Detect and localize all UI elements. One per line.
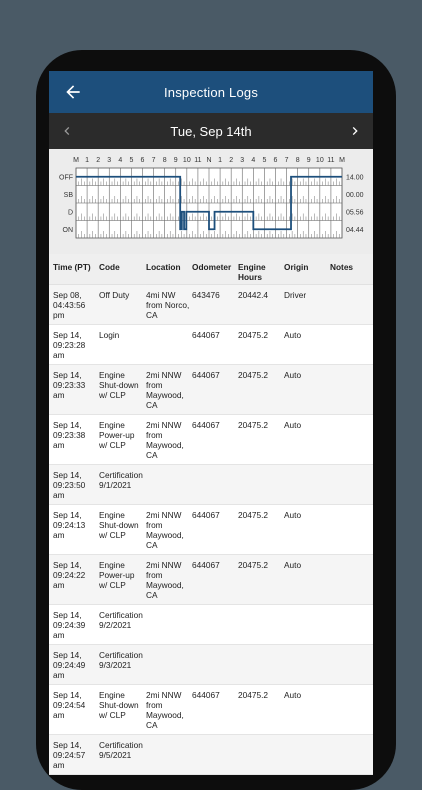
hour-label: 11	[327, 157, 335, 164]
table-row[interactable]	[49, 415, 373, 465]
cell-time: Sep 14, 09:23:50 am	[53, 470, 86, 500]
table-row[interactable]	[49, 465, 373, 505]
cell-code: Certification 9/2/2021	[99, 610, 143, 630]
cell-engine-hours: 20475.2	[238, 690, 268, 700]
cell-time: Sep 14, 09:24:57 am	[53, 740, 86, 770]
cell-notes	[330, 510, 370, 550]
cell-origin: Auto	[284, 420, 302, 430]
app-bar	[49, 71, 373, 113]
cell-time: Sep 14, 09:24:39 am	[53, 610, 86, 640]
cell-notes	[330, 470, 370, 500]
hour-label: 1	[85, 157, 90, 164]
hour-label: 11	[194, 157, 202, 164]
cell-code: Login	[99, 330, 120, 340]
cell-code: Engine Shut-down w/ CLP	[99, 510, 139, 540]
cell-odometer: 644067	[192, 330, 220, 340]
cell-time: Sep 14, 09:23:33 am	[53, 370, 86, 400]
cell-location	[146, 330, 192, 360]
cell-odometer: 644067	[192, 370, 220, 380]
cell-origin: Auto	[284, 560, 302, 570]
cell-engine-hours	[238, 740, 284, 770]
hour-label: 10	[182, 157, 191, 164]
cell-location: 2mi NNW from Maywood, CA	[146, 510, 184, 550]
selected-date: Tue, Sep 14th	[170, 123, 252, 139]
cell-notes	[330, 560, 370, 600]
cell-engine-hours: 20475.2	[238, 420, 268, 430]
hour-label: 6	[273, 157, 278, 164]
cell-location: 2mi NNW from Maywood, CA	[146, 420, 184, 460]
cell-time: Sep 14, 09:24:49 am	[53, 650, 86, 680]
hour-label: 2	[229, 157, 234, 164]
cell-time: Sep 14, 09:24:22 am	[53, 560, 86, 590]
cell-odometer: 644067	[192, 690, 220, 700]
table-row[interactable]	[49, 685, 373, 735]
header-engine-hours: Engine Hours	[238, 262, 266, 282]
cell-odometer: 644067	[192, 420, 220, 430]
status-total: 00.00	[346, 191, 364, 199]
table-row[interactable]	[49, 555, 373, 605]
cell-engine-hours: 20475.2	[238, 560, 268, 570]
status-total: 14.00	[346, 174, 364, 182]
cell-code: Engine Power-up w/ CLP	[99, 420, 135, 450]
hour-label: 10	[315, 157, 324, 164]
header-time: Time (PT)	[53, 262, 91, 272]
cell-location: 2mi NNW from Maywood, CA	[146, 560, 184, 600]
status-total: 05.56	[346, 209, 364, 217]
cell-notes	[330, 610, 370, 640]
cell-odometer: 644067	[192, 510, 220, 520]
cell-location	[146, 650, 192, 680]
cell-engine-hours: 20442.4	[238, 290, 268, 300]
hour-label: 5	[129, 157, 134, 164]
cell-engine-hours: 20475.2	[238, 510, 268, 520]
cell-engine-hours	[238, 470, 284, 500]
date-navigation-bar	[49, 113, 373, 149]
cell-origin	[284, 650, 330, 680]
header-location: Location	[146, 262, 181, 272]
cell-notes	[330, 650, 370, 680]
cell-time: Sep 14, 09:23:38 am	[53, 420, 86, 450]
cell-origin: Auto	[284, 690, 302, 700]
cell-odometer	[192, 470, 238, 500]
table-row[interactable]	[49, 735, 373, 775]
hour-label: 4	[251, 157, 256, 164]
table-row[interactable]	[49, 605, 373, 645]
hour-label: M	[73, 157, 79, 164]
cell-origin	[284, 740, 330, 770]
table-row[interactable]	[49, 505, 373, 555]
cell-location: 4mi NW from Norco, CA	[146, 290, 190, 320]
chevron-left-icon[interactable]	[59, 123, 75, 139]
hour-label: N	[206, 157, 212, 164]
header-code: Code	[99, 262, 120, 272]
cell-origin: Driver	[284, 290, 307, 300]
hour-label: 3	[240, 157, 245, 164]
duty-graph-svg	[49, 149, 373, 254]
hour-label: 7	[284, 157, 289, 164]
page-title: Inspection Logs	[163, 84, 259, 100]
cell-notes	[330, 740, 370, 770]
status-label: OFF	[59, 174, 73, 182]
cell-odometer	[192, 610, 238, 640]
cell-time: Sep 14, 09:24:13 am	[53, 510, 86, 540]
cell-code: Certification 9/1/2021	[99, 470, 143, 490]
table-row[interactable]	[49, 645, 373, 685]
cell-location	[146, 740, 192, 770]
cell-notes	[330, 690, 370, 730]
cell-location	[146, 470, 192, 500]
cell-odometer: 644067	[192, 560, 220, 570]
cell-location: 2mi NNW from Maywood, CA	[146, 370, 184, 410]
cell-engine-hours: 20475.2	[238, 330, 268, 340]
table-row[interactable]	[49, 365, 373, 415]
chevron-right-icon[interactable]	[347, 123, 363, 139]
hour-label: 4	[118, 157, 123, 164]
cell-odometer	[192, 740, 238, 770]
cell-time: Sep 14, 09:23:28 am	[53, 330, 86, 360]
hour-label: 6	[140, 157, 145, 164]
cell-location: 2mi NNW from Maywood, CA	[146, 690, 184, 730]
hour-label: M	[339, 157, 345, 164]
cell-odometer	[192, 650, 238, 680]
hour-label: 9	[306, 157, 311, 164]
cell-code: Certification 9/3/2021	[99, 650, 143, 670]
cell-origin	[284, 610, 330, 640]
duty-status-graph	[49, 149, 373, 254]
header-notes: Notes	[330, 262, 354, 272]
header-odometer: Odometer	[192, 262, 232, 272]
table-row[interactable]	[49, 325, 373, 365]
status-label: SB	[63, 191, 73, 199]
hour-label: 1	[218, 157, 223, 164]
cell-notes	[330, 290, 370, 320]
status-label: ON	[62, 226, 73, 234]
cell-notes	[330, 420, 370, 460]
table-row[interactable]	[49, 285, 373, 325]
status-total: 04.44	[346, 226, 364, 234]
cell-origin	[284, 470, 330, 500]
cell-origin: Auto	[284, 370, 302, 380]
cell-odometer: 643476	[192, 290, 220, 300]
log-table	[49, 254, 373, 775]
hour-label: 7	[151, 157, 156, 164]
cell-origin: Auto	[284, 510, 302, 520]
cell-code: Certification 9/5/2021	[99, 740, 143, 760]
cell-code: Engine Power-up w/ CLP	[99, 560, 135, 590]
cell-notes	[330, 330, 370, 360]
arrow-left-icon[interactable]	[63, 82, 83, 102]
hour-label: 8	[295, 157, 300, 164]
hour-label: 8	[162, 157, 167, 164]
cell-engine-hours	[238, 610, 284, 640]
cell-location	[146, 610, 192, 640]
app-screen	[49, 71, 373, 770]
cell-time: Sep 08, 04:43:56 pm	[53, 290, 86, 320]
status-label: D	[67, 209, 73, 217]
hour-label: 3	[107, 157, 112, 164]
cell-origin: Auto	[284, 330, 302, 340]
cell-code: Engine Shut-down w/ CLP	[99, 370, 139, 400]
cell-engine-hours	[238, 650, 284, 680]
hour-label: 5	[262, 157, 267, 164]
hour-label: 9	[173, 157, 178, 164]
cell-time: Sep 14, 09:24:54 am	[53, 690, 86, 720]
cell-code: Engine Shut-down w/ CLP	[99, 690, 139, 720]
table-header	[49, 254, 373, 285]
cell-engine-hours: 20475.2	[238, 370, 268, 380]
hour-label: 2	[96, 157, 101, 164]
cell-notes	[330, 370, 370, 410]
cell-code: Off Duty	[99, 290, 130, 300]
table-body	[49, 285, 373, 775]
header-origin: Origin	[284, 262, 309, 272]
